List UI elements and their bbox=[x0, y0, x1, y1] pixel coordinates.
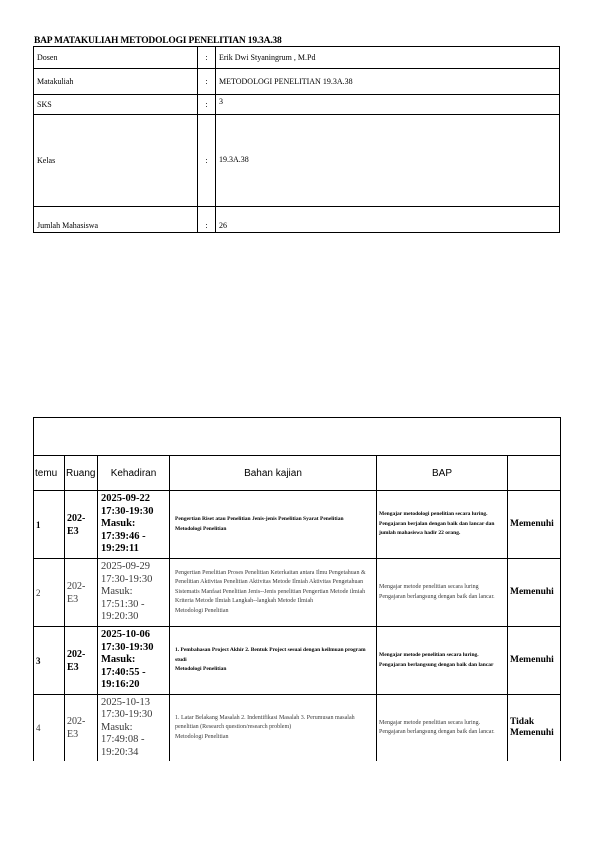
attendance-table bbox=[33, 417, 561, 761]
row-bahan-kajian bbox=[170, 559, 377, 627]
row-kehadiran bbox=[98, 695, 170, 762]
table-row bbox=[34, 695, 561, 762]
table-row bbox=[34, 627, 561, 695]
header-status bbox=[508, 456, 561, 491]
row-status bbox=[508, 695, 561, 762]
row-number: 1 bbox=[34, 491, 65, 559]
row-ruang: 202-E3 bbox=[65, 491, 98, 559]
kehadiran-masuk-label: Masuk: bbox=[101, 518, 136, 530]
info-separator: : bbox=[198, 207, 216, 233]
table-row bbox=[34, 559, 561, 627]
header-temu: temu bbox=[34, 456, 65, 491]
kehadiran-out-time: 19:29:11 bbox=[101, 543, 139, 555]
header-bap: BAP bbox=[377, 456, 508, 491]
row-ruang: 202-E3 bbox=[65, 559, 98, 627]
info-row-matakuliah bbox=[34, 69, 560, 95]
info-row-kelas bbox=[34, 115, 560, 207]
row-status bbox=[508, 627, 561, 695]
row-kehadiran bbox=[98, 491, 170, 559]
document-title: BAP MATAKULIAH METODOLOGI PENELITIAN 19.3A.38 bbox=[34, 36, 282, 46]
row-bap: Mengajar metode penelitian secara luring Pengajaran berlangsung dengan baik dan lancar. bbox=[377, 559, 508, 627]
status-text: Memenuhi bbox=[510, 587, 554, 597]
table-header-row bbox=[34, 456, 561, 491]
kehadiran-out-time: 19:20:30 bbox=[101, 611, 139, 623]
bahan-course: Metodologi Penelitian bbox=[175, 733, 229, 740]
row-number: 3 bbox=[34, 627, 65, 695]
bahan-course: Metodologi Penelitian bbox=[175, 607, 229, 614]
bahan-topics: Pengertian Penelitian Proses Penelitian Keterkaitan antara Ilmu Pengetahuan & Penelitian Aktivitas Penelitian Aktivitas Metode Ilmiah Aktivitas Pengetahuan Sistematis Manfaat Penelitian Jenis--Jenis penelitian Pengertian Metode ilmiah Kriteria Metode Ilmiah Langkah--langkah Metode Ilmiah bbox=[175, 569, 366, 605]
row-status bbox=[508, 491, 561, 559]
kehadiran-masuk-label: Masuk: bbox=[101, 586, 133, 598]
info-separator: : bbox=[198, 115, 216, 207]
header-bahan-kajian: Bahan kajian bbox=[170, 456, 377, 491]
row-kehadiran bbox=[98, 627, 170, 695]
row-bap: Mengajar metodologi penelitian secara luring. Pengajaran berjalan dengan baik dan lancar dan jumlah mahasiswa hadir 22 orang. bbox=[377, 491, 508, 559]
kehadiran-masuk-label: Masuk: bbox=[101, 721, 133, 733]
bahan-topics: Pengertian Riset atau Penelitian Jenis-jenis Penelitian Syarat Penelitian bbox=[175, 516, 344, 522]
kehadiran-out-time: 19:20:34 bbox=[101, 746, 139, 758]
row-number: 4 bbox=[34, 695, 65, 762]
kehadiran-date: 2025-09-29 bbox=[101, 561, 150, 573]
status-text: Memenuhi bbox=[510, 728, 554, 738]
row-bap: Mengajar metode penelitian secara luring. Pengajaran berlangsung dengan baik dan lancar. bbox=[377, 695, 508, 762]
row-bahan-kajian bbox=[170, 695, 377, 762]
kehadiran-schedule: 17:30-19:30 bbox=[101, 709, 153, 721]
row-number: 2 bbox=[34, 559, 65, 627]
info-label: Kelas bbox=[34, 115, 198, 207]
info-label: Matakuliah bbox=[34, 69, 198, 95]
kehadiran-schedule: 17:30-19:30 bbox=[101, 641, 154, 653]
kehadiran-in-time: 17:39:46 - bbox=[101, 530, 146, 542]
bahan-topics: 1. Pembahasan Project Akhir 2. Bentuk Project sesuai dengan keilmuan program studi bbox=[175, 647, 366, 663]
kehadiran-date: 2025-10-06 bbox=[101, 629, 150, 641]
status-text: Memenuhi bbox=[510, 655, 554, 665]
header-kehadiran: Kehadiran bbox=[98, 456, 170, 491]
info-separator: : bbox=[198, 95, 216, 115]
row-status bbox=[508, 559, 561, 627]
kehadiran-out-time: 19:16:20 bbox=[101, 679, 140, 691]
info-row-sks bbox=[34, 95, 560, 115]
table-row bbox=[34, 491, 561, 559]
row-bap: Mengajar metode penelitian secara luring. Pengajaran berlangsung dengan baik dan lancar bbox=[377, 627, 508, 695]
status-text: Memenuhi bbox=[510, 519, 554, 529]
info-value: METODOLOGI PENELITIAN 19.3A.38 bbox=[216, 69, 560, 95]
row-bahan-kajian bbox=[170, 627, 377, 695]
info-value: Erik Dwi Styaningrum , M.Pd bbox=[216, 47, 560, 69]
info-row-jumlah-mahasiswa bbox=[34, 207, 560, 233]
info-separator: : bbox=[198, 47, 216, 69]
table-blank-header bbox=[34, 418, 561, 456]
row-ruang: 202-E3 bbox=[65, 627, 98, 695]
info-value: 3 bbox=[216, 95, 560, 115]
bahan-course: Metodologi Penelitian bbox=[175, 666, 227, 673]
course-info-table bbox=[33, 46, 560, 233]
info-value: 19.3A.38 bbox=[216, 115, 560, 207]
info-label: Dosen bbox=[34, 47, 198, 69]
header-ruang: Ruang bbox=[65, 456, 98, 491]
kehadiran-in-time: 17:51:30 - bbox=[101, 598, 145, 610]
info-value: 26 bbox=[216, 207, 560, 233]
status-text: Tidak bbox=[510, 717, 535, 727]
kehadiran-schedule: 17:30-19:30 bbox=[101, 573, 153, 585]
kehadiran-masuk-label: Masuk: bbox=[101, 654, 136, 666]
info-separator: : bbox=[198, 69, 216, 95]
row-ruang: 202-E3 bbox=[65, 695, 98, 762]
blank-header-cell bbox=[34, 418, 561, 456]
info-label: Jumlah Mahasiswa bbox=[34, 207, 198, 233]
kehadiran-date: 2025-09-22 bbox=[101, 493, 150, 505]
kehadiran-in-time: 17:40:55 - bbox=[101, 666, 146, 678]
info-row-dosen bbox=[34, 47, 560, 69]
kehadiran-date: 2025-10-13 bbox=[101, 696, 150, 708]
kehadiran-in-time: 17:49:08 - bbox=[101, 734, 145, 746]
kehadiran-schedule: 17:30-19:30 bbox=[101, 505, 154, 517]
row-kehadiran bbox=[98, 559, 170, 627]
bahan-topics: 1. Latar Belakang Masalah 2. Indentifikasi Masalah 3. Perumusan masalah penelitian (Research question/research problem) bbox=[175, 714, 355, 731]
info-label: SKS bbox=[34, 95, 198, 115]
bahan-course: Metodologi Penelitian bbox=[175, 525, 227, 532]
row-bahan-kajian bbox=[170, 491, 377, 559]
